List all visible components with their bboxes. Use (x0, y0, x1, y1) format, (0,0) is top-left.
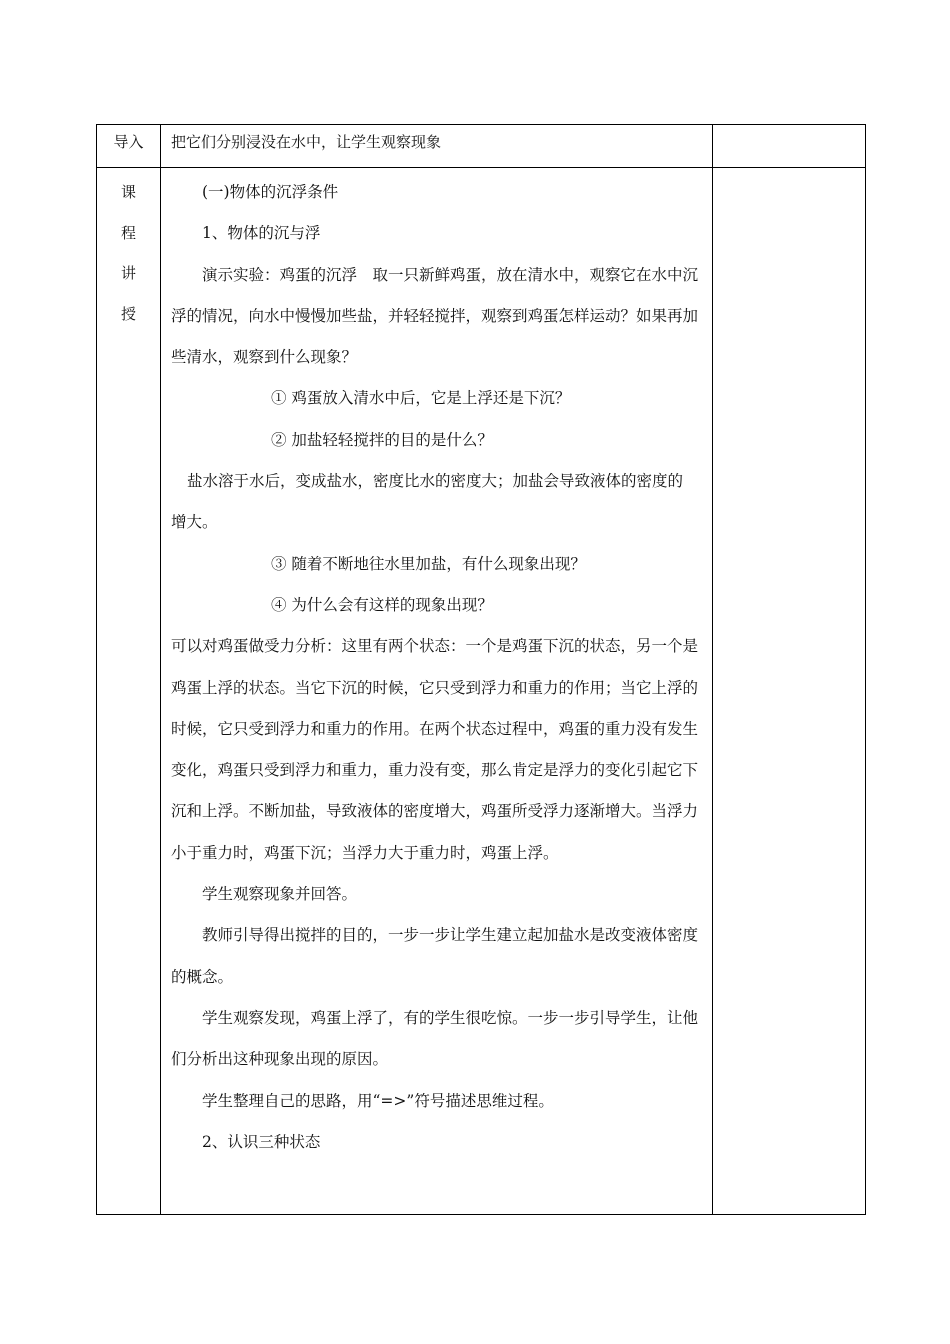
subsection-heading: 1、物体的沉与浮 (202, 224, 321, 243)
section-heading: (一)物体的沉浮条件 (202, 183, 339, 201)
paragraph: 学生整理自己的思路，用“=>”符号描述思维过程。 (202, 1091, 554, 1110)
paragraph: 学生观察发现，鸡蛋上浮了，有的学生很吃惊。一步一步引导学生，让他们分析出这种现象出现的原因。 (171, 1008, 699, 1069)
question: ① 鸡蛋放入清水中后，它是上浮还是下沉？ (271, 389, 571, 408)
paragraph: 演示实验：鸡蛋的沉浮 取一只新鲜鸡蛋，放在清水中，观察它在水中沉浮的情况，向水中慢慢加些盐，并轻轻搅拌，观察到鸡蛋怎样运动？如果再加些清水，观察到什么现象？ (171, 265, 699, 367)
question: ④ 为什么会有这样的现象出现？ (271, 595, 493, 614)
row-label-intro: 导入 (97, 125, 161, 168)
table-row-lecture (97, 168, 866, 1215)
subsection-heading: 2、认识三种状态 (202, 1132, 321, 1151)
row-label-lecture (97, 168, 161, 1215)
question: ② 加盐轻轻搅拌的目的是什么？ (271, 430, 493, 449)
table-row-intro (97, 125, 866, 168)
label-char: 讲 (120, 264, 136, 283)
label-char: 课 (120, 183, 136, 201)
lesson-table (96, 124, 866, 1215)
notes-cell-intro (713, 125, 866, 168)
lecture-content (161, 168, 713, 1215)
question: ③ 随着不断地往水里加盐，有什么现象出现？ (271, 554, 586, 573)
paragraph: 教师引导得出搅拌的目的，一步一步让学生建立起加盐水是改变液体密度的概念。 (171, 926, 699, 986)
paragraph: 学生观察现象并回答。 (202, 885, 358, 904)
paragraph: 盐水溶于水后，变成盐水，密度比水的密度大；加盐会导致液体的密度的增大。 (171, 472, 684, 532)
label-char: 程 (120, 223, 136, 242)
label-char: 授 (120, 305, 136, 324)
paragraph: 可以对鸡蛋做受力分析：这里有两个状态：一个是鸡蛋下沉的状态，另一个是鸡蛋上浮的状态。当它下沉的时候，它只受到浮力和重力的作用；当它上浮的时候，它只受到浮力和重力的作用。在两个状态过程中，鸡蛋的重力没有发生变化，鸡蛋只受到浮力和重力，重力没有变，那么肯定是浮力的变化引起它下沉和上浮。不断加盐，导致液体的密度增大，鸡蛋所受浮力逐渐增大。当浮力小于重力时，鸡蛋下沉；当浮力大于重力时，鸡蛋上浮。 (171, 637, 699, 862)
intro-text: 把它们分别浸没在水中，让学生观察现象 (161, 125, 713, 168)
notes-cell-lecture (713, 168, 866, 1215)
